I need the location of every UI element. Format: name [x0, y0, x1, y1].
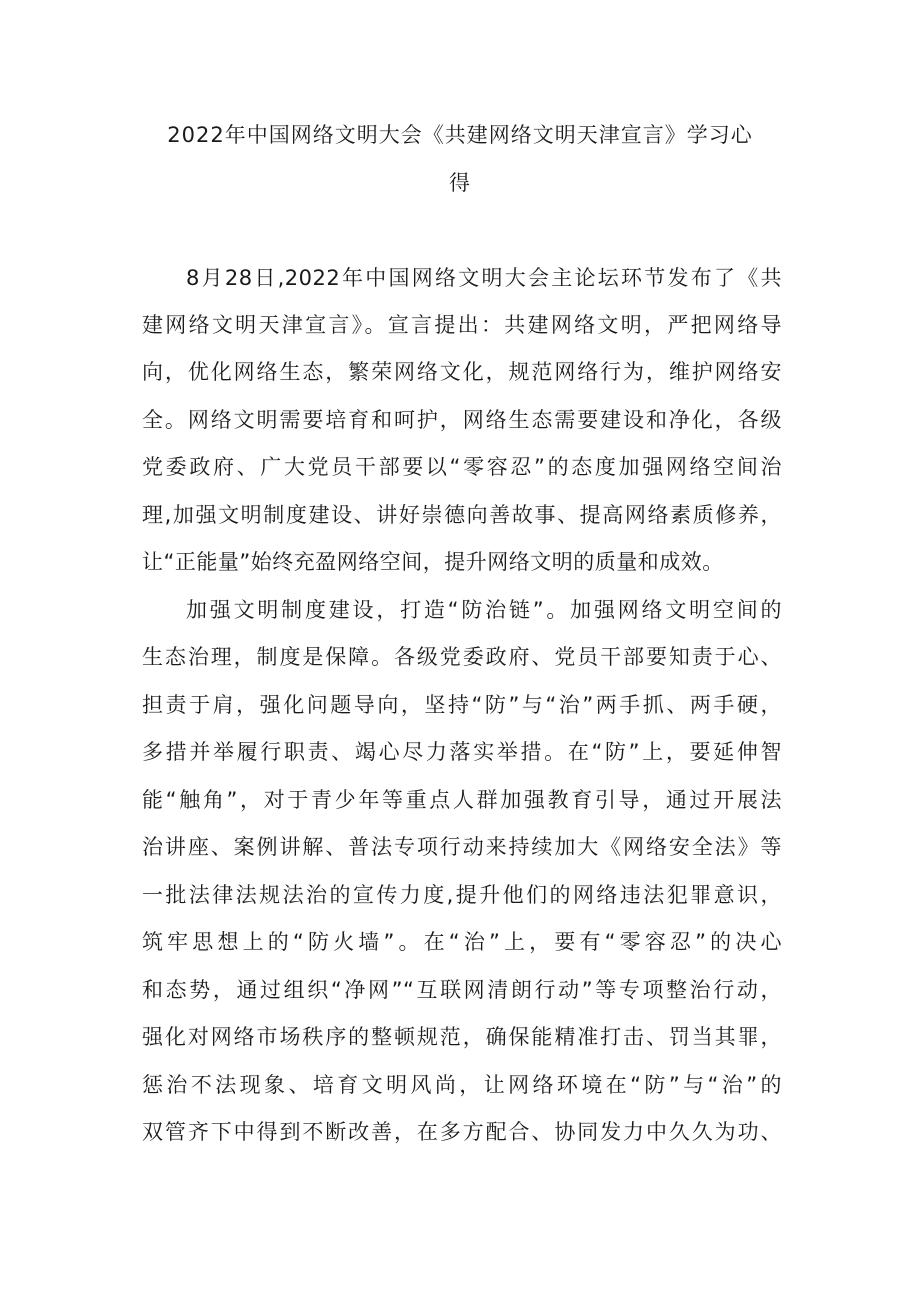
paragraph-line: 双管齐下中得到不断改善，在多方配合、协同发力中久久为功、: [142, 1120, 782, 1144]
paragraph-line: 治讲座、案例讲解、普法专项行动来持续加大《网络安全法》等: [142, 835, 782, 859]
document-title-line-2: 得: [449, 171, 471, 195]
paragraph-line: 党委政府、广大党员干部要以“零容忍”的态度加强网络空间治: [142, 455, 782, 479]
paragraph-line: 8月28日,2022年中国网络文明大会主论坛环节发布了《共: [186, 266, 782, 290]
paragraph-line: 让“正能量”始终充盈网络空间，提升网络文明的质量和成效。: [142, 550, 724, 574]
paragraph-line: 全。网络文明需要培育和呵护，网络生态需要建设和净化，各级: [142, 408, 782, 432]
document-title-line-1: 2022年中国网络文明大会《共建网络文明天津宣言》学习心: [167, 123, 753, 147]
paragraph-line: 筑牢思想上的“防火墙”。在“治”上，要有“零容忍”的决心: [142, 930, 782, 954]
paragraph-line: 理,加强文明制度建设、讲好崇德向善故事、提高网络素质修养，: [142, 503, 782, 527]
paragraph-line: 向，优化网络生态，繁荣网络文化，规范网络行为，维护网络安: [142, 360, 782, 384]
paragraph-line: 强化对网络市场秩序的整顿规范，确保能精准打击、罚当其罪，: [142, 1025, 782, 1049]
paragraph-line: 多措并举履行职责、竭心尽力落实举措。在“防”上，要延伸智: [142, 740, 782, 764]
paragraph-line: 惩治不法现象、培育文明风尚，让网络环境在“防”与“治”的: [142, 1073, 782, 1097]
paragraph-line: 建网络文明天津宣言》。宣言提出：共建网络文明，严把网络导: [142, 313, 782, 337]
paragraph-line: 加强文明制度建设，打造“防治链”。加强网络文明空间的: [186, 598, 782, 622]
paragraph-line: 能“触角”，对于青少年等重点人群加强教育引导，通过开展法: [142, 788, 782, 812]
paragraph-line: 生态治理，制度是保障。各级党委政府、党员干部要知责于心、: [142, 645, 782, 669]
paragraph-line: 一批法律法规法治的宣传力度,提升他们的网络违法犯罪意识，: [142, 883, 782, 907]
paragraph-line: 和态势，通过组织“净网”“互联网清朗行动”等专项整治行动，: [142, 978, 782, 1002]
paragraph-line: 担责于肩，强化问题导向，坚持“防”与“治”两手抓、两手硬，: [142, 693, 782, 717]
